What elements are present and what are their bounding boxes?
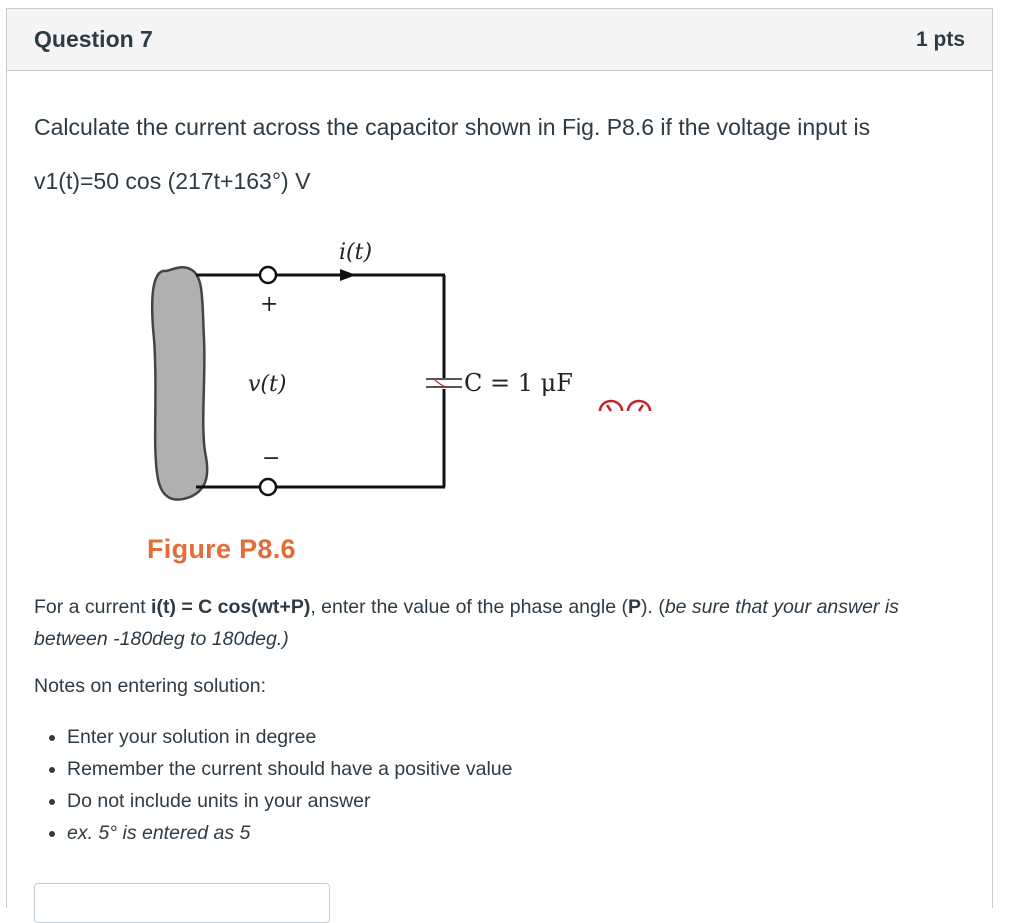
list-item-example: ex. 5° is entered as 5 [67, 822, 251, 844]
stem-line-2: v1(t)=50 cos (217t+163°) V [34, 168, 311, 194]
prompt-mid: , enter the value of the phase angle ( [310, 596, 628, 618]
bottom-terminal [260, 479, 276, 495]
figure-caption: Figure P8.6 [147, 534, 296, 564]
plus-sign: + [260, 292, 279, 317]
answer-input[interactable] [34, 883, 330, 923]
prompt-post: ). ( [640, 596, 665, 618]
question-title: Question 7 [34, 26, 153, 52]
gauge-icon-right [628, 401, 650, 411]
question-points: 1 pts [915, 27, 965, 51]
list-item: • Do not include units in your answer [67, 785, 513, 817]
list-item: • Remember the current should have a positive value [67, 753, 513, 785]
top-terminal [260, 267, 276, 283]
notes-list [34, 721, 513, 849]
prompt-formula: i(t) = C cos(wt+P) [151, 596, 311, 618]
prompt-italic: be sure that your answer is between -180deg to 180deg.) [34, 596, 899, 650]
voltage-source-shape [152, 267, 207, 499]
question-body [34, 71, 972, 844]
answer-prompt [34, 591, 974, 655]
capacitor-label: C = 1 μF [464, 369, 573, 397]
capacitor-curve [434, 379, 446, 387]
voltage-label: v(t) [248, 372, 287, 397]
question-stem [34, 100, 972, 208]
list-item: • Enter your solution in degree [67, 721, 513, 753]
gauge-icon-left [600, 401, 622, 411]
list-item [67, 817, 513, 849]
notes-heading: Notes on entering solution: [34, 675, 266, 697]
question-card [6, 8, 993, 908]
current-arrow-icon [340, 269, 356, 281]
question-header [7, 9, 992, 71]
stem-line-1: Calculate the current across the capacitor shown in Fig. P8.6 if the voltage input is [34, 114, 871, 140]
circuit-figure [134, 229, 694, 569]
prompt-pre: For a current [34, 596, 152, 618]
minus-sign: − [262, 446, 281, 471]
current-label: i(t) [339, 240, 373, 265]
prompt-p: P [627, 596, 641, 618]
